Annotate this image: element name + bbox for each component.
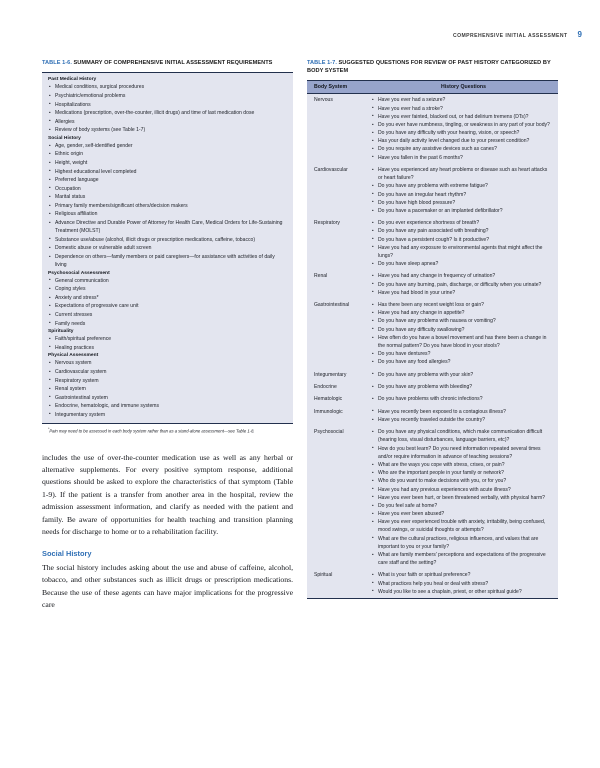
list-item: • Gastrointestinal system [48, 394, 287, 402]
table-1-7-title: SUGGESTED QUESTIONS FOR REVIEW OF PAST HISTORY CATEGORIZED BY BODY SYSTEM [307, 60, 551, 74]
question-item: • Have you had blood in your urine? [371, 289, 552, 297]
cell-body-system: Immunologic [307, 406, 369, 427]
question-item: • Have you fallen in the past 6 months? [371, 154, 552, 162]
group-heading: Social History [48, 135, 81, 141]
question-item: • Have you had any exposure to environmental agents that might affect the lungs? [371, 244, 552, 260]
list-item: • Ethnic origin [48, 150, 287, 158]
list-item: • Religious affiliation [48, 210, 287, 218]
question-item: • Do you have a pacemaker or an implanted defibrillator? [371, 207, 552, 215]
table-row [307, 426, 558, 569]
question-item: • Do you require any assistive devices such as canes? [371, 145, 552, 153]
column-header-body-system: Body System [307, 81, 369, 94]
group-heading: Past Medical History [48, 77, 97, 83]
question-item: • Have you recently traveled outside the country? [371, 416, 552, 424]
paragraph-social-history: The social history includes asking about the use and abuse of caffeine, alcohol, tobacco, and other substances such as illicit drugs or prescription medications. Because the use of these agents can have major implications for the progressive care [42, 562, 293, 610]
cell-history-questions [369, 406, 558, 427]
question-item: • Who are the important people in your family or network? [371, 469, 552, 477]
question-item: • Do you have any food allergies? [371, 358, 552, 366]
question-item: • Have you had any change in appetite? [371, 309, 552, 317]
question-item: • Do you feel safe at home? [371, 502, 552, 510]
section-heading-social-history: Social History [42, 548, 92, 558]
question-item: • Do you ever have numbness, tingling, or weakness in any part of your body? [371, 121, 552, 129]
list-item: • Age, gender, self-identified gender [48, 142, 287, 150]
question-item: • Do you have sleep apnea? [371, 260, 552, 268]
question-item: • Do you have any difficulty swallowing? [371, 326, 552, 334]
table-1-6 [42, 72, 293, 424]
list-item: • Nervous system [48, 359, 287, 367]
question-item: • Do you have any burning, pain, discharge, or difficulty when you urinate? [371, 281, 552, 289]
table-body [307, 94, 558, 598]
list-item: • Medical conditions, surgical procedures [48, 83, 287, 91]
table-header [307, 81, 558, 94]
list-item: • Substance use/abuse (alcohol, illicit drugs or prescription medications, caffeine, tobacco) [48, 236, 287, 244]
cell-body-system: Psychosocial [307, 426, 369, 569]
cell-history-questions [369, 393, 558, 405]
list-item: • Coping styles [48, 285, 287, 293]
table-row [307, 406, 558, 427]
list-item: • Highest educational level completed [48, 168, 287, 176]
right-column [307, 60, 558, 612]
cell-history-questions [369, 369, 558, 381]
list-item: • Primary family members/significant others/decision makers [48, 202, 287, 210]
page-number: 9 [577, 30, 582, 39]
cell-history-questions [369, 270, 558, 299]
question-item: • Have you experienced any heart problems or disease such as heart attacks or heart failure? [371, 166, 552, 182]
list-item: • Marital status [48, 193, 287, 201]
cell-body-system: Gastrointestinal [307, 299, 369, 369]
list-item: • Advance Directive and Durable Power of Attorney for Health Care, Medical Orders for Life-Sustaining Treatment (MOLST) [48, 219, 287, 235]
table-1-7-number: TABLE 1-7. [307, 60, 337, 66]
body-prose [42, 452, 293, 612]
list-item: • Review of body systems (see Table 1-7) [48, 126, 287, 134]
list-item: • Cardiovascular system [48, 368, 287, 376]
question-item: • Would you like to see a chaplain, priest, or other spiritual guide? [371, 588, 552, 596]
question-item: • Do you have any physical conditions, which make communication difficult (hearing loss, visual disturbances, language barriers, etc)? [371, 428, 552, 444]
list-item: • Faith/spiritual preference [48, 335, 287, 343]
table-1-6-caption [42, 60, 293, 68]
list-item: • Medications (prescription, over-the-counter, illicit drugs) and time of last medication dose [48, 109, 287, 117]
header-row [307, 81, 558, 94]
list-item: • Dependence on others—family members or paid caregivers—for assistance with activities of daily living [48, 253, 287, 269]
questions-table [307, 81, 558, 598]
cell-body-system: Endocrine [307, 381, 369, 393]
cell-history-questions [369, 381, 558, 393]
question-item: • Have you had any change in frequency of urination? [371, 272, 552, 280]
running-head-title: COMPREHENSIVE INITIAL ASSESSMENT [452, 33, 568, 39]
group-past-medical-history [48, 77, 287, 134]
two-column-layout [42, 60, 558, 612]
column-header-history-questions: History Questions [369, 81, 558, 94]
cell-body-system: Respiratory [307, 217, 369, 270]
list-item: • Respiratory system [48, 377, 287, 385]
question-item: • Have you ever been hurt, or been threatened verbally, with physical harm? [371, 494, 552, 502]
question-item: • What are family members' perceptions and expectations of the progressive care staff and the setting? [371, 551, 552, 567]
table-row [307, 94, 558, 164]
table-1-6-number: TABLE 1-6. [42, 60, 72, 66]
list-item: • Preferred language [48, 176, 287, 184]
table-row [307, 369, 558, 381]
list-item: • Endocrine, hematologic, and immune systems [48, 402, 287, 410]
list-item: • Occupation [48, 185, 287, 193]
question-item: • Have you ever experienced trouble with anxiety, irritability, being confused, mood swings, or suicidal thoughts or attempts? [371, 518, 552, 534]
list-item: • Hospitalizations [48, 101, 287, 109]
list-item: • Psychiatric/emotional problems [48, 92, 287, 100]
cell-history-questions [369, 426, 558, 569]
table-row [307, 299, 558, 369]
running-head [453, 30, 582, 39]
question-item: • How often do you have a bowel movement and has there been a change in the normal pattern? Do you have blood in your stools? [371, 334, 552, 350]
cell-body-system: Renal [307, 270, 369, 299]
question-item: • What are the cultural practices, religious influences, and values that are important to you or your family? [371, 535, 552, 551]
list-item: • Height, weight [48, 159, 287, 167]
question-item: • Who do you want to make decisions with you, or for you? [371, 477, 552, 485]
question-item: • How do you best learn? Do you need information repeated several times and/or require information in advance of teaching sessions? [371, 445, 552, 461]
table-1-7-caption [307, 60, 558, 76]
cell-history-questions [369, 94, 558, 164]
left-column [42, 60, 293, 612]
group-physical-assessment [48, 353, 287, 419]
table-row [307, 569, 558, 598]
list-item: • Family needs [48, 320, 287, 328]
paragraph-continuation: includes the use of over-the-counter medication use as well as any herbal or alternative supplements. For every positive symptom response, additional questions should be asked to explore the characteristics of that symptom (Table 1-9). If the patient is a transfer from another area in the hospital, review the admission assessment information, and clarify as needed with the patient and family. Be aware of opportunities for health teaching and transition planning needs for discharge to home or to a rehabilitation facility. [42, 452, 293, 537]
question-item: • Do you ever experience shortness of breath? [371, 219, 552, 227]
list-item: • Expectations of progressive care unit [48, 302, 287, 310]
cell-history-questions [369, 164, 558, 217]
question-item: • Do you have any problems with extreme fatigue? [371, 182, 552, 190]
cell-body-system: Integumentary [307, 369, 369, 381]
cell-history-questions [369, 217, 558, 270]
list-item: • Anxiety and stress* [48, 294, 287, 302]
cell-body-system: Cardiovascular [307, 164, 369, 217]
cell-body-system: Spiritual [307, 569, 369, 598]
question-item: • Do you have high blood pressure? [371, 199, 552, 207]
table-row [307, 393, 558, 405]
group-psychosocial-assessment [48, 271, 287, 328]
question-item: • Has your daily activity level changed due to your present condition? [371, 137, 552, 145]
list-item: • Allergies [48, 118, 287, 126]
question-item: • Do you have an irregular heart rhythm? [371, 191, 552, 199]
question-item: • Do you have a persistent cough? Is it productive? [371, 236, 552, 244]
group-heading: Spirituality [48, 329, 74, 335]
list-item: • Healing practices [48, 344, 287, 352]
question-item: • Do you have any problems with nausea or vomiting? [371, 317, 552, 325]
question-item: • Do you have problems with chronic infections? [371, 395, 552, 403]
table-1-7 [307, 80, 558, 599]
question-item: • Do you have dentures? [371, 350, 552, 358]
group-heading: Physical Assessment [48, 353, 99, 359]
group-spirituality [48, 329, 287, 352]
question-item: • Do you have any problems with your skin? [371, 371, 552, 379]
table-row [307, 270, 558, 299]
question-item: • Has there been any recent weight loss or gain? [371, 301, 552, 309]
list-item: • Current stresses [48, 311, 287, 319]
table-1-6-footnote [42, 424, 293, 437]
question-item: • What practices help you heal or deal with stress? [371, 580, 552, 588]
question-item: • Have you ever had a seizure? [371, 96, 552, 104]
group-social-history [48, 136, 287, 269]
list-item: • Domestic abuse or vulnerable adult screen [48, 244, 287, 252]
table-row [307, 217, 558, 270]
question-item: • Have you ever been abused? [371, 510, 552, 518]
footnote-marker: * [48, 426, 50, 431]
list-item: • General communication [48, 277, 287, 285]
table-row [307, 164, 558, 217]
cell-body-system: Nervous [307, 94, 369, 164]
question-item: • Have you recently been exposed to a contagious illness? [371, 408, 552, 416]
question-item: • Have you ever fainted, blacked out, or had delirium tremens (DTs)? [371, 113, 552, 121]
group-heading: Psychosocial Assessment [48, 270, 110, 276]
list-item: • Renal system [48, 385, 287, 393]
list-item: • Integumentary system [48, 411, 287, 419]
question-item: • Do you have any pain associated with breathing? [371, 227, 552, 235]
question-item: • Have you had any previous experiences with acute illness? [371, 486, 552, 494]
cell-history-questions [369, 569, 558, 598]
table-row [307, 381, 558, 393]
question-item: • What is your faith or spiritual preference? [371, 571, 552, 579]
cell-body-system: Hematologic [307, 393, 369, 405]
question-item: • What are the ways you cope with stress, crises, or pain? [371, 461, 552, 469]
question-item: • Do you have any difficulty with your hearing, vision, or speech? [371, 129, 552, 137]
cell-history-questions [369, 299, 558, 369]
question-item: • Have you ever had a stroke? [371, 105, 552, 113]
question-item: • Do you have any problems with bleeding? [371, 383, 552, 391]
footnote-text: Pain may need to be assessed in each body system rather than as a stand-alone assessment—see Table 1-8. [49, 428, 255, 434]
table-1-6-title: SUMMARY OF COMPREHENSIVE INITIAL ASSESSMENT REQUIREMENTS [73, 60, 273, 66]
